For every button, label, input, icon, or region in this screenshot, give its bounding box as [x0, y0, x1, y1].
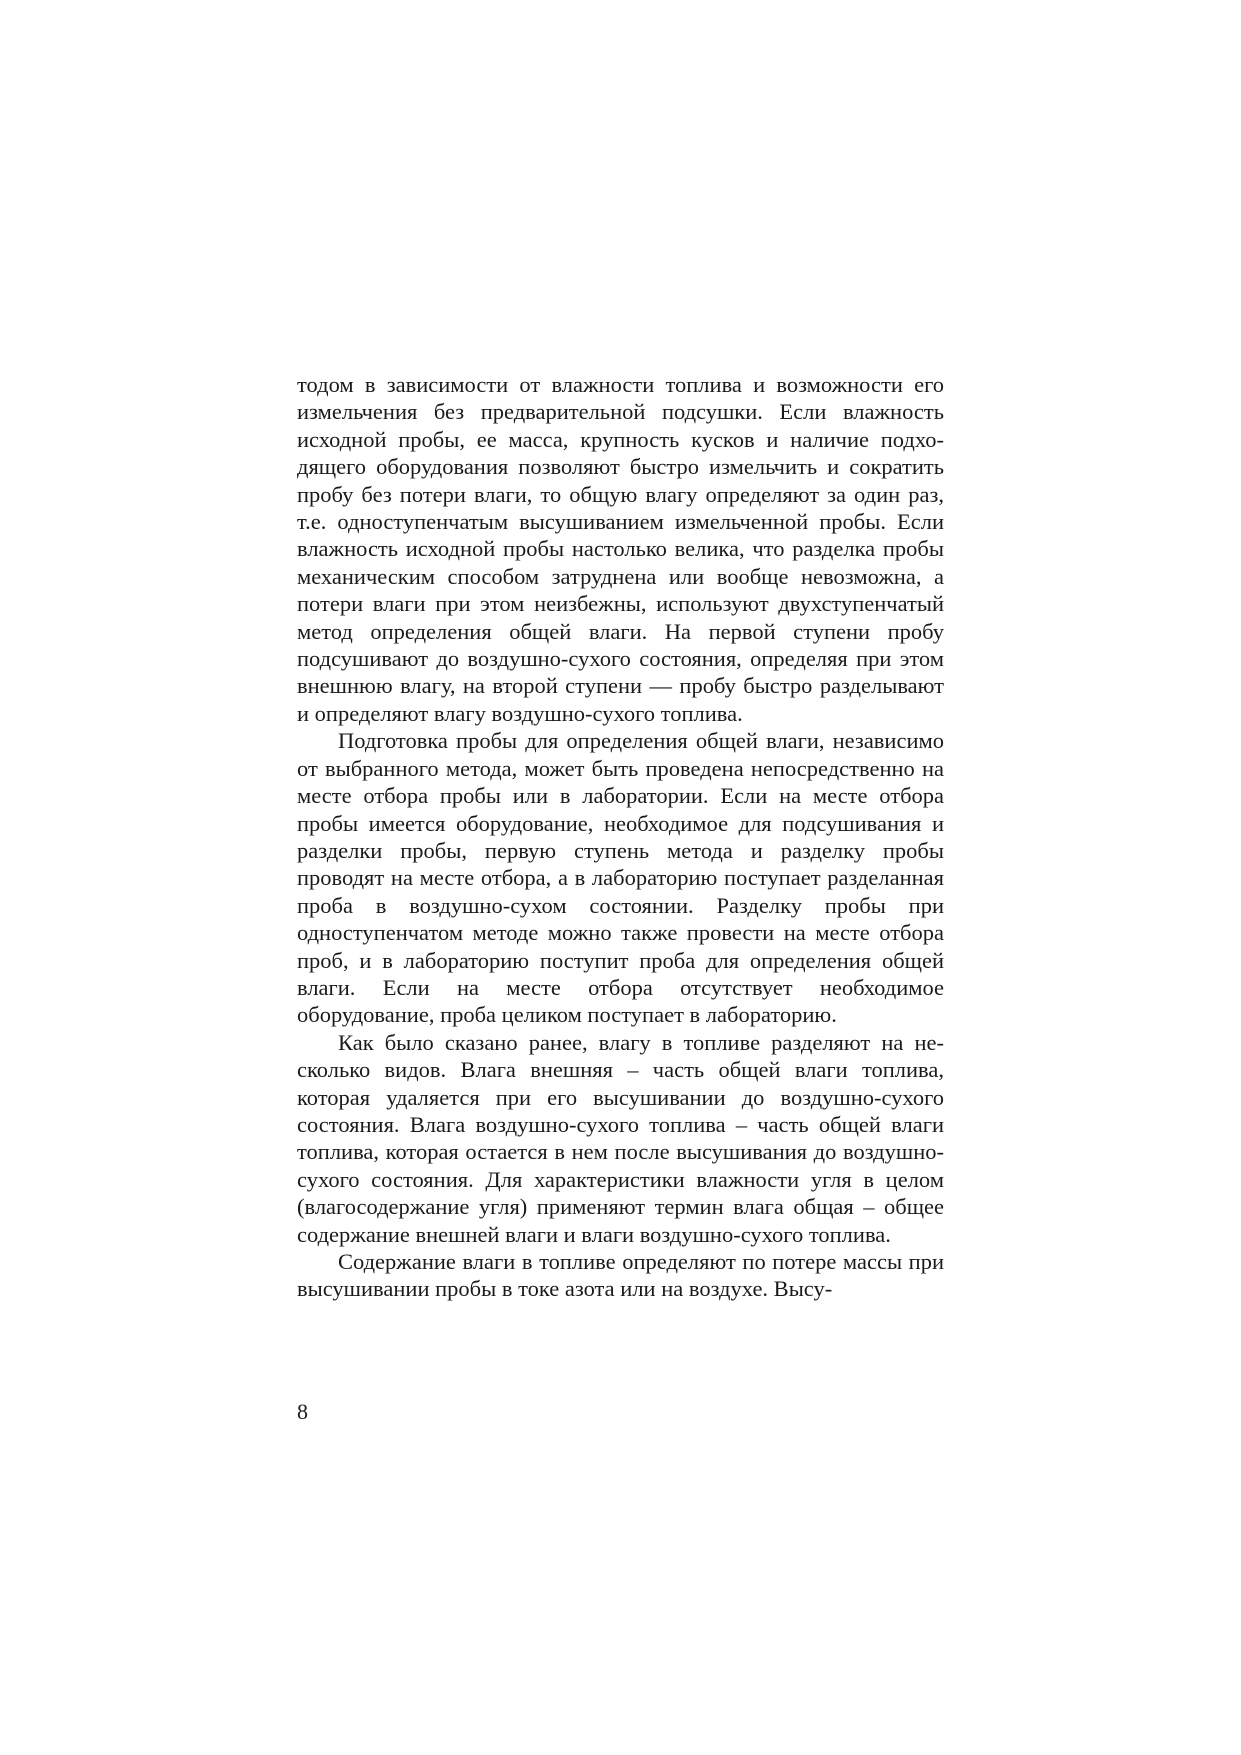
page-number: 8: [297, 1399, 308, 1424]
body-text: [297, 371, 944, 1303]
paragraph-moisture-types: Как было сказано ранее, влагу в топливе разделяют на несколько видов. Влага внешняя – часть общей влаги топлива, которая удаляется при его высушивании до воздушно-сухого состояния. Влага воздушно-сухого топлива – часть общей влаги топлива, которая остается в нем после высушивания до воздушно-сухого состояния. Для характеристики влажности угля в целом (влагосодержание угля) применяют термин влага общая – общее содержание внешней влаги и влаги воздушно-сухого топлива.: [297, 1029, 944, 1247]
paragraph-continued: тодом в зависимости от влажности топлива и возможности его измельчения без предварительной подсушки. Если влажность исходной пробы, ее масса, крупность кусков и наличие подходящего оборудования позволяют быстро измельчить и сократить пробу без потери влаги, то общую влагу определяют за один раз, т.е. одноступенчатым высушиванием измельченной пробы. Если влажность исходной пробы настолько велика, что разделка пробы механическим способом затруднена или вообще невозможна, а потери влаги при этом неизбежны, используют двухступенчатый метод определения общей влаги. На первой ступени пробу подсушивают до воздушно-сухого состояния, определяя при этом внешнюю влагу, на второй ступени — пробу быстро разделывают и определяют влагу воздушно-сухого топлива.: [297, 372, 944, 726]
paragraph-sample-preparation: Подготовка пробы для определения общей влаги, независимо от выбранного метода, может быть проведена непосредственно на месте отбора пробы или в лаборатории. Если на месте отбора пробы имеется оборудование, необходимое для подсушивания и разделки пробы, первую ступень метода и разделку пробы проводят на месте отбора, а в лабораторию поступает разделанная проба в воздушно-сухом состоянии. Разделку пробы при одноступенчатом методе можно также провести на месте отбора проб, и в лабораторию поступит проба для определения общей влаги. Если на месте отбора отсутствует необходимое оборудование, проба целиком поступает в лабораторию.: [297, 728, 944, 1028]
paragraph-moisture-determination: Содержание влаги в топливе определяют по потере массы при высушивании пробы в токе азота или на воздухе. Высу-: [297, 1249, 944, 1302]
